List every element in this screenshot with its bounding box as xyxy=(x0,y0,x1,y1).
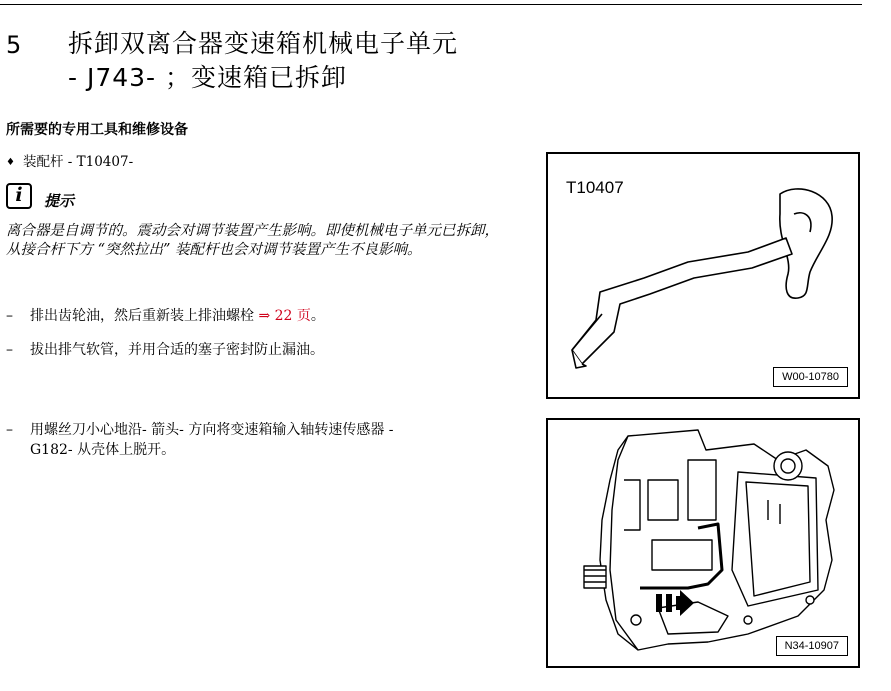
page-reference-link[interactable]: ⇒ 22 页 xyxy=(258,308,311,324)
step-end: 。 xyxy=(310,308,325,324)
info-icon: i xyxy=(6,183,32,209)
figure-code: W00-10780 xyxy=(773,367,848,387)
step-vent-hose xyxy=(6,340,324,360)
transmission-drawing xyxy=(548,420,858,666)
section-title-line2: - J743- ；变速箱已拆卸 xyxy=(68,63,348,92)
assembly-lever-drawing xyxy=(548,154,858,397)
step-text: 拔出排气软管，并用合适的塞子密封防止漏油。 xyxy=(30,342,324,358)
figure-tool-t10407 xyxy=(546,152,860,399)
bullet-diamond-icon: ♦ xyxy=(6,157,15,168)
section-number: 5 xyxy=(6,31,22,59)
step-dash: – xyxy=(6,342,13,358)
step-dash: – xyxy=(6,308,13,324)
note-label: 提示 xyxy=(44,192,75,210)
top-rule xyxy=(0,4,862,5)
section-title xyxy=(68,27,458,95)
step-drain-oil xyxy=(6,306,325,326)
section-title-line1: 拆卸双离合器变速箱机械电子单元 xyxy=(68,29,459,58)
step-text: 排出齿轮油，然后重新装上排油螺栓 xyxy=(30,308,254,324)
figure-transmission xyxy=(546,418,860,668)
note-text: 离合器是自调节的。震动会对调节装置产生影响。即使机械电子单元已拆卸，从接合杆下方 “突然拉出” 装配杆也会对调节装置产生不良影响。 xyxy=(6,223,499,258)
tools-heading: 所需要的专用工具和维修设备 xyxy=(6,122,188,138)
tool-text: 装配杆 - T10407- xyxy=(22,154,134,170)
figure-code: N34-10907 xyxy=(776,636,848,656)
step-text-line2: G182- 从壳体上脱开。 xyxy=(30,442,176,458)
step-dash: – xyxy=(6,422,13,438)
figure-tool-label: T10407 xyxy=(566,178,624,197)
tool-list-item xyxy=(6,150,133,170)
step-text-line1: 用螺丝刀小心地沿- 箭头- 方向将变速箱输入轴转速传感器 - xyxy=(30,422,394,438)
step-sensor xyxy=(6,420,394,460)
